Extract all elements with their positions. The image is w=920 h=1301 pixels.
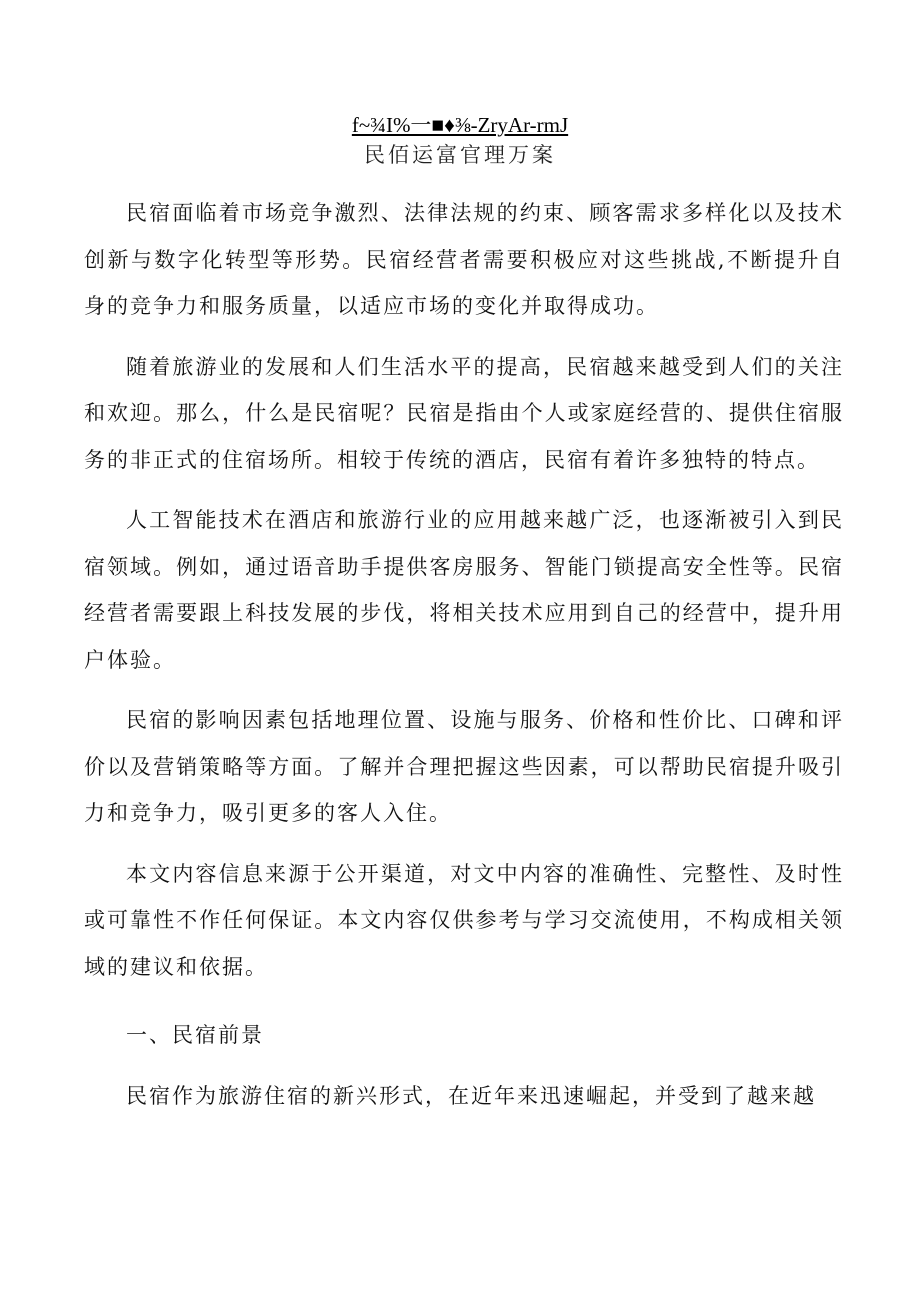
paragraph-5: 本文内容信息来源于公开渠道，对文中内容的准确性、完整性、及时性或可靠性不作任何保证。本文内容仅供参考与学习交流使用，不构成相关领域的建议和依据。 [84, 861, 844, 979]
document-title-garbled: f~¾I%一■♦⅜-ZryAr-rmJ [351, 113, 569, 137]
section-paragraph: 民宿作为旅游住宿的新兴形式，在近年来迅速崛起，并受到了越来越 [126, 1083, 816, 1108]
document-body [84, 190, 844, 1133]
document-subtitle: 民佰运富官理万案 [364, 143, 556, 167]
paragraph-3: 人工智能技术在酒店和旅游行业的应用越来越广泛，也逐渐被引入到民宿领域。例如，通过语音助手提供客房服务、智能门锁提高安全性等。民宿经营者需要跟上科技发展的步伐，将相关技术应用到自己的经营中，提升用户体验。 [84, 508, 844, 672]
paragraph-2: 随着旅游业的发展和人们生活水平的提高，民宿越来越受到人们的关注和欢迎。那么，什么是民宿呢？民宿是指由个人或家庭经营的、提供住宿服务的非正式的住宿场所。相较于传统的酒店，民宿有着许多独特的特点。 [84, 354, 844, 472]
section-heading: 一、民宿前景 [126, 1023, 264, 1047]
paragraph-1: 民宿面临着市场竞争激烈、法律法规的约束、顾客需求多样化以及技术创新与数字化转型等形势。民宿经营者需要积极应对这些挑战,不断提升自身的竞争力和服务质量，以适应市场的变化并取得成功。 [84, 201, 844, 318]
paragraph-4: 民宿的影响因素包括地理位置、设施与服务、价格和性价比、口碑和评价以及营销策略等方面。了解并合理把握这些因素，可以帮助民宿提升吸引力和竞争力，吸引更多的客人入住。 [84, 708, 844, 825]
